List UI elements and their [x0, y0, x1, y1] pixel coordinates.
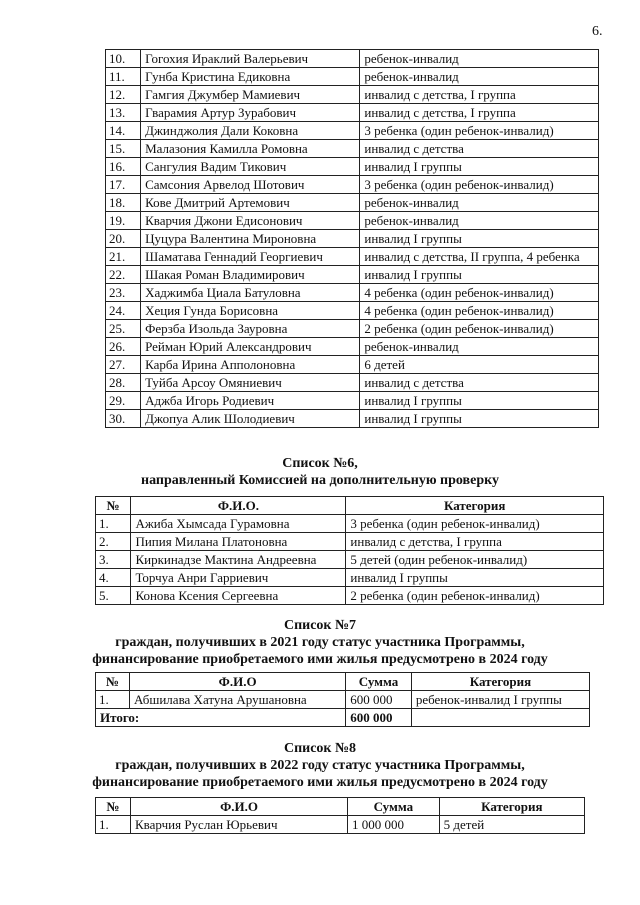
row-number: 17. — [106, 176, 141, 194]
row-number: 20. — [106, 230, 141, 248]
list8-heading — [0, 740, 640, 791]
row-number: 14. — [106, 122, 141, 140]
row-number: 2. — [96, 533, 131, 551]
row-number: 1. — [96, 691, 130, 709]
table-row — [106, 140, 599, 158]
table-row — [106, 302, 599, 320]
category: 2 ребенка (один ребенок-инвалид) — [346, 587, 604, 605]
category: ребенок-инвалид — [360, 338, 599, 356]
person-name: Джинджолия Дали Коковна — [141, 122, 360, 140]
category: 4 ребенка (один ребенок-инвалид) — [360, 302, 599, 320]
sum: 1 000 000 — [348, 816, 440, 834]
col-header-sum: Сумма — [348, 798, 440, 816]
page-number: 6. — [592, 24, 603, 39]
row-number: 1. — [96, 816, 131, 834]
col-header-num: № — [96, 798, 131, 816]
person-name: Сангулия Вадим Тикович — [141, 158, 360, 176]
table-row — [106, 392, 599, 410]
col-header-category: Категория — [346, 497, 604, 515]
table-row — [106, 122, 599, 140]
person-name: Шаматава Геннадий Георгиевич — [141, 248, 360, 266]
category: ребенок-инвалид I группы — [411, 691, 589, 709]
table-row — [106, 338, 599, 356]
row-number: 15. — [106, 140, 141, 158]
table-row — [106, 104, 599, 122]
category: инвалид I группы — [360, 266, 599, 284]
category: инвалид с детства, I группа — [360, 104, 599, 122]
table-row — [106, 158, 599, 176]
person-name: Кове Дмитрий Артемович — [141, 194, 360, 212]
list7-table — [95, 672, 590, 727]
person-name: Карба Ирина Апполоновна — [141, 356, 360, 374]
total-empty-cell — [411, 709, 589, 727]
category: 2 ребенка (один ребенок-инвалид) — [360, 320, 599, 338]
list6-table — [95, 496, 604, 605]
table-row — [96, 691, 590, 709]
table-row — [96, 533, 604, 551]
table-row — [96, 569, 604, 587]
row-number: 30. — [106, 410, 141, 428]
person-name: Киркинадзе Мактина Андреевна — [131, 551, 346, 569]
row-number: 25. — [106, 320, 141, 338]
category: инвалид с детства, I группа — [360, 86, 599, 104]
col-header-name: Ф.И.О — [130, 673, 346, 691]
col-header-name: Ф.И.О — [131, 798, 348, 816]
col-header-num: № — [96, 497, 131, 515]
table-row — [106, 230, 599, 248]
row-number: 28. — [106, 374, 141, 392]
list7-heading — [0, 617, 640, 668]
row-number: 27. — [106, 356, 141, 374]
list8-table — [95, 797, 585, 834]
category: ребенок-инвалид — [360, 50, 599, 68]
category: инвалид I группы — [346, 569, 604, 587]
total-sum: 600 000 — [346, 709, 412, 727]
category: 3 ребенка (один ребенок-инвалид) — [360, 176, 599, 194]
row-number: 3. — [96, 551, 131, 569]
person-name: Хаджимба Циала Батуловна — [141, 284, 360, 302]
category: инвалид I группы — [360, 410, 599, 428]
category: 5 детей — [439, 816, 584, 834]
person-name: Гогохия Ираклий Валерьевич — [141, 50, 360, 68]
category: инвалид I группы — [360, 392, 599, 410]
person-name: Самсония Арвелод Шотович — [141, 176, 360, 194]
sum: 600 000 — [346, 691, 412, 709]
person-name: Гварамия Артур Зурабович — [141, 104, 360, 122]
person-name: Кварчия Руслан Юрьевич — [131, 816, 348, 834]
list6-subtitle: направленный Комиссией на дополнительную проверку — [141, 473, 499, 488]
list7-subtitle-line1: граждан, получивших в 2021 году статус участника Программы, — [115, 635, 525, 650]
col-header-name: Ф.И.О. — [131, 497, 346, 515]
person-name: Шакая Роман Владимирович — [141, 266, 360, 284]
table-row — [96, 816, 585, 834]
person-name: Туйба Арсоу Омяниевич — [141, 374, 360, 392]
person-name: Кварчия Джони Едисонович — [141, 212, 360, 230]
row-number: 29. — [106, 392, 141, 410]
person-name: Гунба Кристина Едиковна — [141, 68, 360, 86]
col-header-category: Категория — [439, 798, 584, 816]
col-header-category: Категория — [411, 673, 589, 691]
category: 3 ребенка (один ребенок-инвалид) — [346, 515, 604, 533]
category: инвалид с детства — [360, 140, 599, 158]
category: 4 ребенка (один ребенок-инвалид) — [360, 284, 599, 302]
category: инвалид I группы — [360, 230, 599, 248]
total-label: Итого: — [96, 709, 346, 727]
category: инвалид с детства, I группа — [346, 533, 604, 551]
list6-title: Список №6, — [282, 456, 358, 471]
row-number: 4. — [96, 569, 131, 587]
category: 3 ребенка (один ребенок-инвалид) — [360, 122, 599, 140]
beneficiaries-table-continued — [105, 49, 599, 428]
table-row — [106, 374, 599, 392]
category: 6 детей — [360, 356, 599, 374]
category: ребенок-инвалид — [360, 68, 599, 86]
list8-subtitle-line2: финансирование приобретаемого ими жилья предусмотрено в 2024 году — [92, 775, 548, 790]
person-name: Торчуа Анри Гарриевич — [131, 569, 346, 587]
category: 5 детей (один ребенок-инвалид) — [346, 551, 604, 569]
table-row — [106, 50, 599, 68]
table-row — [106, 248, 599, 266]
row-number: 10. — [106, 50, 141, 68]
list7-subtitle-line2: финансирование приобретаемого ими жилья предусмотрено в 2024 году — [92, 652, 548, 667]
table-row — [106, 176, 599, 194]
table-row — [106, 212, 599, 230]
total-row — [96, 709, 590, 727]
person-name: Цуцура Валентина Мироновна — [141, 230, 360, 248]
row-number: 26. — [106, 338, 141, 356]
table-row — [106, 320, 599, 338]
category: инвалид с детства, II группа, 4 ребенка — [360, 248, 599, 266]
person-name: Ферзба Изольда Зауровна — [141, 320, 360, 338]
row-number: 22. — [106, 266, 141, 284]
person-name: Гамгия Джумбер Мамиевич — [141, 86, 360, 104]
category: ребенок-инвалид — [360, 212, 599, 230]
category: инвалид I группы — [360, 158, 599, 176]
list8-subtitle-line1: граждан, получивших в 2022 году статус участника Программы, — [115, 758, 525, 773]
row-number: 13. — [106, 104, 141, 122]
table-row — [106, 284, 599, 302]
person-name: Пипия Милана Платоновна — [131, 533, 346, 551]
category: ребенок-инвалид — [360, 194, 599, 212]
person-name: Рейман Юрий Александрович — [141, 338, 360, 356]
list7-title: Список №7 — [283, 618, 357, 633]
row-number: 16. — [106, 158, 141, 176]
table-row — [106, 410, 599, 428]
person-name: Ажиба Хымсада Гурамовна — [131, 515, 346, 533]
row-number: 18. — [106, 194, 141, 212]
row-number: 23. — [106, 284, 141, 302]
row-number: 11. — [106, 68, 141, 86]
list8-title: Список №8 — [283, 741, 357, 756]
category: инвалид с детства — [360, 374, 599, 392]
table-row — [106, 68, 599, 86]
person-name: Аджба Игорь Родиевич — [141, 392, 360, 410]
row-number: 5. — [96, 587, 131, 605]
col-header-sum: Сумма — [346, 673, 412, 691]
row-number: 19. — [106, 212, 141, 230]
row-number: 1. — [96, 515, 131, 533]
table-row — [106, 266, 599, 284]
row-number: 12. — [106, 86, 141, 104]
person-name: Малазония Камилла Ромовна — [141, 140, 360, 158]
table-row — [96, 515, 604, 533]
person-name: Джопуа Алик Шолодиевич — [141, 410, 360, 428]
person-name: Конова Ксения Сергеевна — [131, 587, 346, 605]
col-header-num: № — [96, 673, 130, 691]
table-row — [106, 194, 599, 212]
person-name: Хеция Гунда Борисовна — [141, 302, 360, 320]
row-number: 24. — [106, 302, 141, 320]
table-row — [96, 587, 604, 605]
person-name: Абшилава Хатуна Арушановна — [130, 691, 346, 709]
row-number: 21. — [106, 248, 141, 266]
table-row — [106, 356, 599, 374]
list6-heading — [0, 455, 640, 489]
table-row — [96, 551, 604, 569]
table-row — [106, 86, 599, 104]
